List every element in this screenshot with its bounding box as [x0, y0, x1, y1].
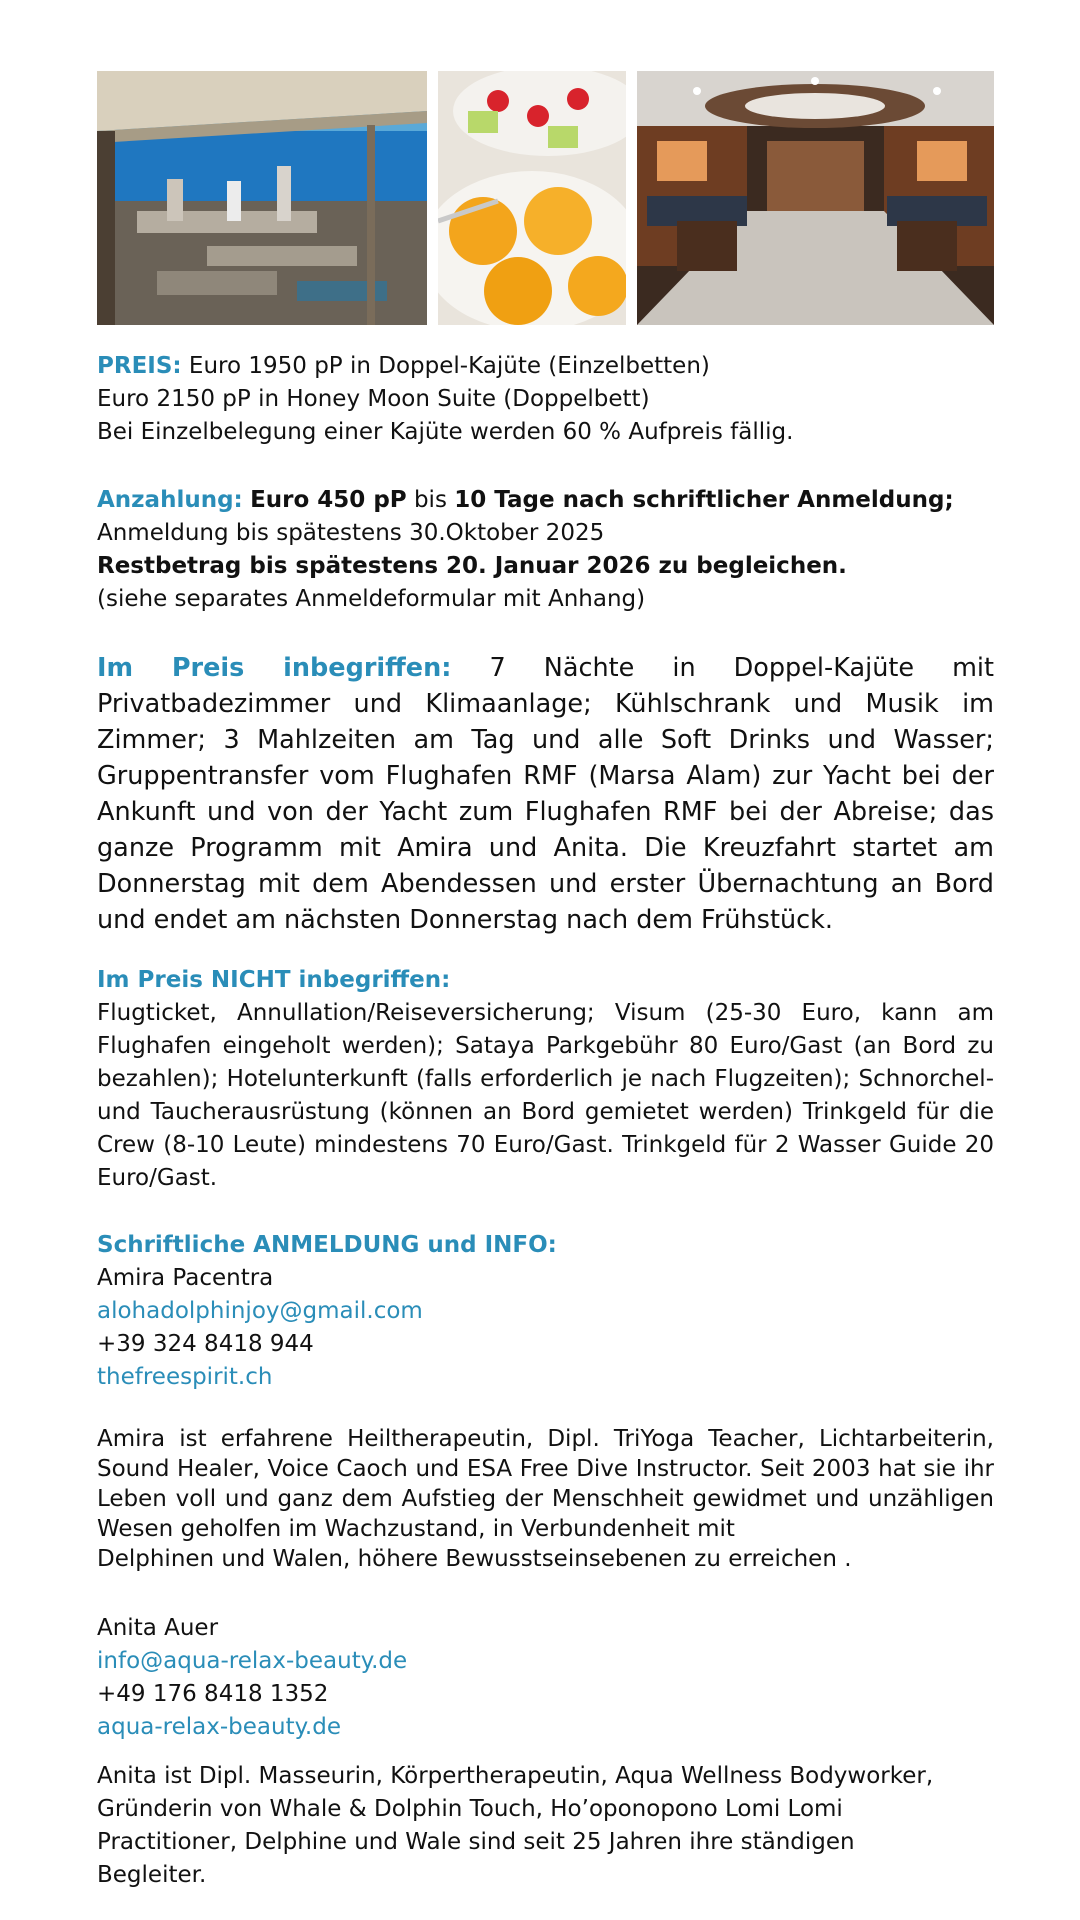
anita-section	[97, 1612, 994, 1744]
preis-honeymoon: Euro 2150 pP in Honey Moon Suite (Doppelbett)	[97, 386, 650, 412]
anzahlung-deadline: 10 Tage nach schriftlicher Anmeldung;	[454, 487, 954, 513]
anzahlung-bis: bis	[413, 487, 447, 513]
anmeldeformular-note: (siehe separates Anmeldeformular mit Anhang)	[97, 586, 646, 612]
preis-section	[97, 350, 994, 449]
nicht-inbegriffen-section	[97, 964, 994, 1195]
anita-bio-line-1: Anita ist Dipl. Masseurin, Körpertherapeutin, Aqua Wellness Bodyworker,	[97, 1763, 934, 1789]
preis-double-cabin: Euro 1950 pP in Doppel-Kajüte (Einzelbetten)	[188, 353, 710, 379]
anzahlung-section	[97, 484, 994, 616]
nicht-inbegriffen-text: Flugticket, Annullation/Reiseversicherung; Visum (25-30 Euro, kann am Flughafen eingeholt werden); Sataya Parkgebühr 80 Euro/Gast (an Bord zu bezahlen); Hotelunterkunft (falls erforderlich je nach Flugzeiten); Schnorchel- und Taucherausrüstung (können an Bord gemietet werden) Trinkgeld für die Crew (8-10 Leute) mindestens 70 Euro/Gast. Trinkgeld für 2 Wasser Guide 20 Euro/Gast.	[97, 1000, 994, 1191]
preis-single-surcharge: Bei Einzelbelegung einer Kajüte werden 60 % Aufpreis fällig.	[97, 419, 794, 445]
restbetrag-deadline: Restbetrag bis spätestens 20. Januar 2026 zu begleichen.	[97, 553, 847, 579]
fruit-plate-photo	[438, 71, 626, 325]
anmeldung-deadline: Anmeldung bis spätestens 30.Oktober 2025	[97, 520, 605, 546]
yacht-salon-photo	[637, 71, 994, 325]
amira-email-link[interactable]: alohadolphinjoy@gmail.com	[97, 1298, 423, 1324]
inbegriffen-section	[97, 650, 994, 938]
amira-bio	[97, 1424, 994, 1574]
anita-bio-line-2: Gründerin von Whale & Dolphin Touch, Ho’oponopono Lomi Lomi	[97, 1796, 843, 1822]
preis-label: PREIS:	[97, 353, 182, 379]
anita-email-link[interactable]: info@aqua-relax-beauty.de	[97, 1648, 408, 1674]
amira-bio-last-line: Delphinen und Walen, höhere Bewusstseinsebenen zu erreichen .	[97, 1546, 852, 1572]
amira-phone: +39 324 8418 944	[97, 1331, 314, 1357]
anzahlung-label: Anzahlung:	[97, 487, 243, 513]
inbegriffen-text: 7 Nächte in Doppel-Kajüte mit Privatbadezimmer und Klimaanlage; Kühlschrank und Musik im Zimmer; 3 Mahlzeiten am Tag und alle Soft Drinks und Wasser; Gruppentransfer vom Flughafen RMF (Marsa Alam) zur Yacht bei der Ankunft und von der Yacht zum Flughafen RMF bei der Abreise; das ganze Programm mit Amira und Anita. Die Kreuzfahrt startet am Donnerstag mit dem Abendessen und erster Übernachtung an Bord und endet am nächsten Donnerstag nach dem Frühstück.	[97, 653, 994, 935]
anita-website-link[interactable]: aqua-relax-beauty.de	[97, 1714, 341, 1740]
boat-deck-photo	[97, 71, 427, 325]
amira-website-link[interactable]: thefreespirit.ch	[97, 1364, 273, 1390]
anita-bio-line-3: Practitioner, Delphine und Wale sind seit 25 Jahren ihre ständigen	[97, 1829, 855, 1855]
anmeldung-section	[97, 1229, 994, 1394]
preis-line-1	[97, 350, 994, 383]
anita-bio-line-4: Begleiter.	[97, 1862, 207, 1888]
photo-strip	[97, 71, 994, 325]
anzahlung-line-1	[97, 484, 994, 517]
inbegriffen-label: Im Preis inbegriffen:	[97, 653, 452, 683]
amira-bio-text: Amira ist erfahrene Heiltherapeutin, Dipl. TriYoga Teacher, Lichtarbeiterin, Sound Healer, Voice Caoch und ESA Free Dive Instructor. Seit 2003 hat sie ihr Leben voll und ganz dem Aufstieg der Menschheit gewidmet und unzähligen Wesen geholfen im Wachzustand, in Verbundenheit mit	[97, 1426, 994, 1542]
anita-name: Anita Auer	[97, 1615, 219, 1641]
anmeldung-label: Schriftliche ANMELDUNG und INFO:	[97, 1232, 557, 1258]
amira-name: Amira Pacentra	[97, 1265, 274, 1291]
anzahlung-amount: Euro 450 pP	[250, 487, 407, 513]
nicht-inbegriffen-label: Im Preis NICHT inbegriffen:	[97, 967, 451, 993]
anita-phone: +49 176 8418 1352	[97, 1681, 329, 1707]
anita-bio	[97, 1760, 994, 1892]
